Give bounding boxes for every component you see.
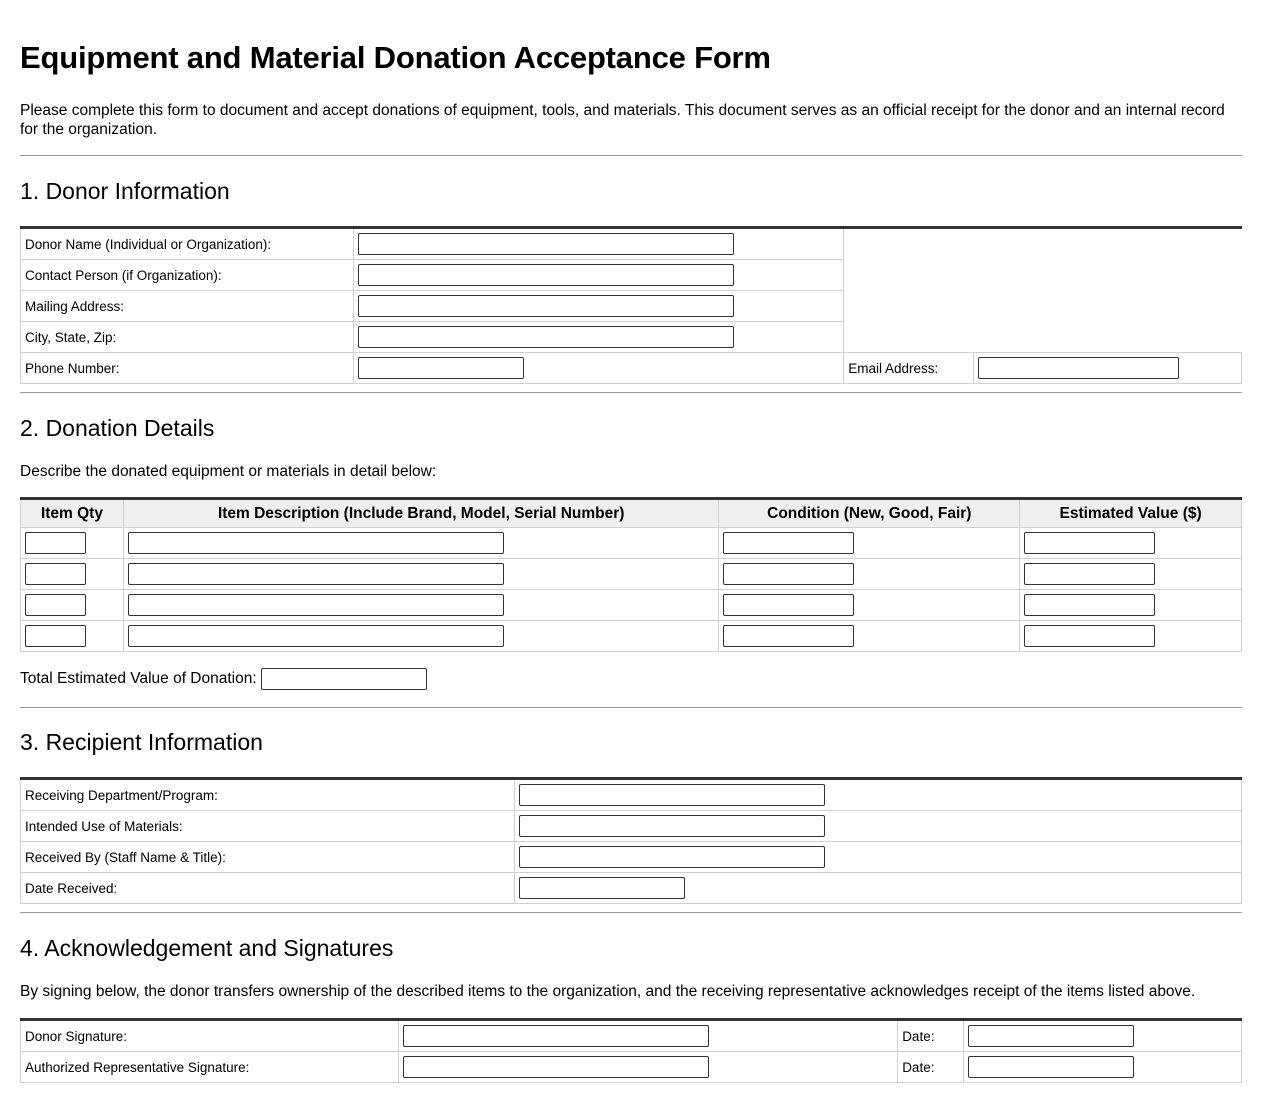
item-value-field[interactable]	[1024, 563, 1155, 585]
email-label: Email Address:	[844, 353, 974, 384]
donor-signature-field[interactable]	[403, 1025, 709, 1047]
total-value-label: Total Estimated Value of Donation:	[20, 670, 257, 687]
item-description-field[interactable]	[128, 563, 504, 585]
form-title: Equipment and Material Donation Acceptance Form	[20, 40, 771, 75]
city-state-zip-label: City, State, Zip:	[21, 322, 354, 353]
column-header-qty: Item Qty	[21, 499, 124, 528]
intro-text: Please complete this form to document and accept donations of equipment, tools, and materials. This document serves as an official receipt for the donor and an internal record for the organization.	[20, 102, 1225, 138]
item-value-field[interactable]	[1024, 625, 1155, 647]
total-value-row	[20, 668, 427, 690]
receiving-department-field[interactable]	[519, 784, 825, 806]
intended-use-label: Intended Use of Materials:	[21, 811, 515, 842]
item-qty-field[interactable]	[25, 594, 86, 616]
signature-table	[20, 1018, 1242, 1083]
donor-signature-label: Donor Signature:	[21, 1020, 399, 1052]
item-qty-field[interactable]	[25, 532, 86, 554]
representative-date-label: Date:	[898, 1052, 964, 1083]
donor-info-table	[20, 226, 1242, 384]
representative-signature-field[interactable]	[403, 1056, 709, 1078]
item-row	[21, 559, 1242, 590]
recipient-section-heading: 3. Recipient Information	[20, 729, 263, 755]
item-qty-field[interactable]	[25, 563, 86, 585]
item-description-field[interactable]	[128, 625, 504, 647]
item-qty-field[interactable]	[25, 625, 86, 647]
phone-field[interactable]	[358, 357, 524, 379]
donation-items-table	[20, 497, 1242, 652]
email-field[interactable]	[978, 357, 1179, 379]
donation-description-text: Describe the donated equipment or materials in detail below:	[20, 463, 437, 480]
divider	[20, 392, 1242, 393]
divider	[20, 155, 1242, 156]
acknowledgement-section-heading: 4. Acknowledgement and Signatures	[20, 935, 394, 961]
item-condition-field[interactable]	[723, 625, 854, 647]
item-condition-field[interactable]	[723, 594, 854, 616]
received-by-field[interactable]	[519, 846, 825, 868]
contact-person-field[interactable]	[358, 264, 734, 286]
mailing-address-field[interactable]	[358, 295, 734, 317]
representative-signature-label: Authorized Representative Signature:	[21, 1052, 399, 1083]
column-header-value: Estimated Value ($)	[1020, 499, 1242, 528]
date-received-label: Date Received:	[21, 873, 515, 904]
column-header-condition: Condition (New, Good, Fair)	[719, 499, 1020, 528]
item-description-field[interactable]	[128, 594, 504, 616]
divider	[20, 707, 1242, 708]
contact-person-label: Contact Person (if Organization):	[21, 260, 354, 291]
recipient-info-table	[20, 777, 1242, 904]
item-row	[21, 528, 1242, 559]
acknowledgement-statement: By signing below, the donor transfers ownership of the described items to the organization, and the receiving representative acknowledges receipt of the items listed above.	[20, 983, 1196, 1000]
donor-date-label: Date:	[898, 1020, 964, 1052]
donor-section-heading: 1. Donor Information	[20, 178, 230, 204]
donor-name-label: Donor Name (Individual or Organization):	[21, 228, 354, 260]
item-condition-field[interactable]	[723, 532, 854, 554]
item-condition-field[interactable]	[723, 563, 854, 585]
receiving-department-label: Receiving Department/Program:	[21, 779, 515, 811]
donor-date-field[interactable]	[968, 1025, 1134, 1047]
item-row	[21, 590, 1242, 621]
phone-label: Phone Number:	[21, 353, 354, 384]
item-value-field[interactable]	[1024, 594, 1155, 616]
item-row	[21, 621, 1242, 652]
donor-name-field[interactable]	[358, 233, 734, 255]
received-by-label: Received By (Staff Name & Title):	[21, 842, 515, 873]
total-value-field[interactable]	[261, 668, 427, 690]
divider	[20, 912, 1242, 913]
representative-date-field[interactable]	[968, 1056, 1134, 1078]
date-received-field[interactable]	[519, 877, 685, 899]
donation-section-heading: 2. Donation Details	[20, 415, 215, 441]
column-header-description: Item Description (Include Brand, Model, Serial Number)	[123, 499, 719, 528]
intended-use-field[interactable]	[519, 815, 825, 837]
blank-area	[844, 228, 1242, 353]
city-state-zip-field[interactable]	[358, 326, 734, 348]
mailing-address-label: Mailing Address:	[21, 291, 354, 322]
item-description-field[interactable]	[128, 532, 504, 554]
item-value-field[interactable]	[1024, 532, 1155, 554]
